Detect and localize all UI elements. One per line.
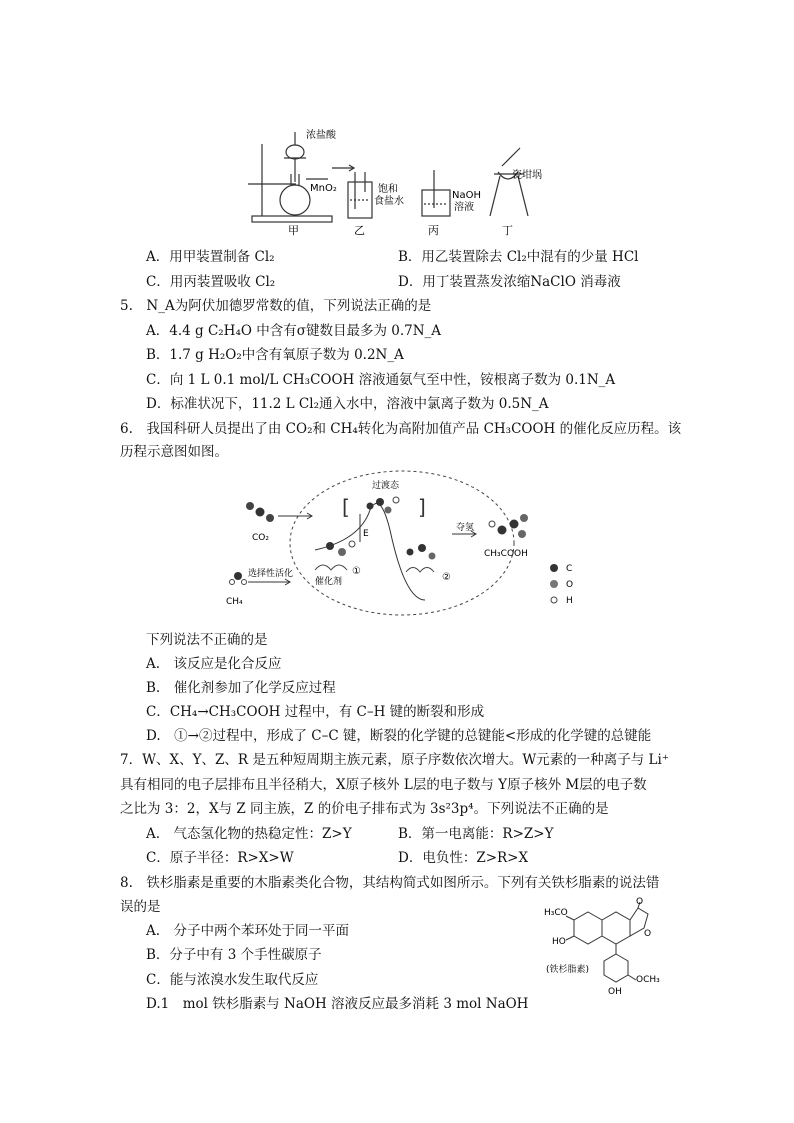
label-transition: 过渡态 (372, 481, 400, 491)
label-yi: 乙 (354, 224, 365, 237)
label-name: (铁杉脂素) (546, 965, 590, 975)
label-oh: OH (608, 987, 622, 997)
q4-option-a: A．用甲装置制备 Cl₂ (146, 249, 275, 265)
q7-option-a: A. 气态氢化物的热稳定性：Z>Y (146, 826, 352, 842)
q6-option-a: A. 该反应是化合反应 (146, 656, 282, 672)
q6-option-d: D. ①→②过程中，形成了 C–C 键，断裂的化学键的总键能<形成的化学键的总键能 (146, 728, 652, 744)
q7-stem-line2: 具有相同的电子层排布且半径稍大，X原子核外 L层的电子数与 Y原子核外 M层的电子数 (120, 777, 647, 793)
q7-option-d: D．电负性：Z>R>X (398, 850, 529, 866)
q8-stem-line2: 误的是 (120, 899, 161, 915)
legend-c: C (566, 564, 573, 574)
q8-option-d: D.1 mol 铁杉脂素与 NaOH 溶液反应最多消耗 3 mol NaOH (146, 996, 529, 1012)
q7-option-b: B．第一电离能：R>Z>Y (398, 826, 554, 842)
legend-h: H (566, 596, 573, 606)
structure-figure (544, 897, 674, 997)
q5-option-c: C．向 1 L 0.1 mol/L CH₃COOH 溶液通氨气至中性，铵根离子数为 0.1N_A (146, 372, 616, 388)
q8-option-b: B．分子中有 3 个手性碳原子 (146, 947, 322, 963)
q4-option-d: D．用丁装置蒸发浓缩NaClO 消毒液 (398, 274, 621, 290)
q7-stem-line3: 之比为 3：2，X与 Z 同主族，Z 的价电子排布式为 3s²3p⁴。下列说法不正确的是 (120, 801, 609, 817)
label-selective: 选择性活化 (248, 569, 294, 579)
label-e: E (363, 529, 369, 539)
q4-option-c: C．用丙装置吸收 Cl₂ (146, 274, 276, 290)
q4-option-b: B．用乙装置除去 Cl₂中混有的少量 HCl (398, 249, 639, 265)
label-saturated: 饱和 (378, 184, 398, 195)
q6-ask: 下列说法不正确的是 (146, 632, 268, 648)
q6-option-c: C．CH₄→CH₃COOH 过程中，有 C–H 键的断裂和形成 (146, 704, 485, 720)
apparatus-figure (238, 124, 542, 237)
label-conc-hcl: 浓盐酸 (306, 130, 336, 141)
q5-option-b: B．1.7 g H₂O₂中含有氧原子数为 0.2N_A (146, 347, 404, 363)
label-naoh: NaOH (452, 190, 481, 201)
label-bing: 丙 (428, 224, 439, 237)
svg-text:[: [ (342, 495, 350, 519)
label-ho: HO (552, 937, 566, 947)
q7-stem-line1: 7．W、X、Y、Z、R 是五种短周期主族元素，原子序数依次增大。W元素的一种离子与 Li⁺ (120, 752, 669, 768)
q8-option-c: C．能与浓溴水发生取代反应 (146, 972, 319, 988)
label-step2: ② (442, 572, 451, 583)
label-catalyst: 催化剂 (315, 577, 343, 587)
q8-stem-line1: 8. 铁杉脂素是重要的木脂素类化合物，其结构简式如图所示。下列有关铁杉脂素的说法错 (120, 875, 660, 891)
label-ding: 丁 (502, 224, 513, 237)
legend-o: O (566, 580, 574, 590)
label-brine: 食盐水 (374, 196, 404, 207)
q6-option-b: B. 催化剂参加了化学反应过程 (146, 680, 336, 696)
q5-option-d: D．标准状况下，11.2 L Cl₂通入水中，溶液中氯离子数为 0.5N_A (146, 396, 549, 412)
label-och3: OCH₃ (636, 975, 660, 985)
label-crucible: 瓷坩埚 (512, 170, 542, 181)
label-step1: ① (352, 566, 361, 577)
label-dehydro: 夺氢 (456, 523, 475, 533)
svg-text:]: ] (418, 495, 426, 519)
q8-option-a: A. 分子中两个苯环处于同一平面 (146, 923, 350, 939)
q5-stem: 5. N_A为阿伏加德罗常数的值，下列说法正确的是 (120, 298, 432, 314)
q6-stem-line2: 历程示意图如图。 (120, 444, 228, 460)
label-solution: 溶液 (454, 202, 474, 213)
reaction-mechanism-figure (220, 470, 590, 620)
label-o1: O (636, 897, 644, 907)
label-jia: 甲 (288, 224, 299, 237)
q5-option-a: A．4.4 g C₂H₄O 中含有σ键数目最多为 0.7N_A (146, 323, 442, 339)
q7-option-c: C．原子半径：R>X>W (146, 850, 294, 866)
label-o2: O (644, 929, 652, 939)
label-h3co: H₃CO (544, 908, 568, 918)
label-ch4: CH₄ (226, 597, 243, 607)
label-co2: CO₂ (252, 533, 269, 543)
label-product: CH₃COOH (484, 549, 528, 559)
q6-stem-line1: 6. 我国科研人员提出了由 CO₂和 CH₄转化为高附加值产品 CH₃COOH 的催化反应历程。该 (120, 421, 682, 437)
label-mno2: MnO₂ (310, 183, 337, 194)
